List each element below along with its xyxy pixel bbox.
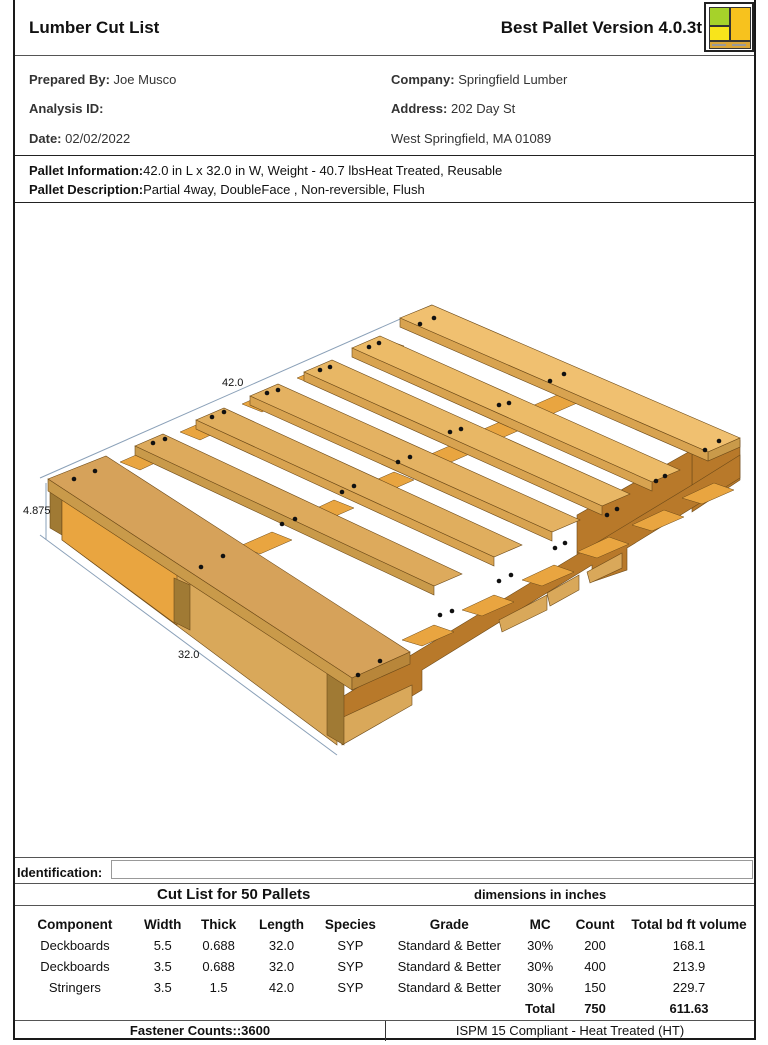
- ispm-compliance: ISPM 15 Compliant - Heat Treated (HT): [455, 1023, 685, 1038]
- prepared-by: Prepared By: Joe Musco: [29, 72, 177, 87]
- city-state-zip: West Springfield, MA 01089: [391, 131, 552, 146]
- document-footer: [15, 1020, 754, 1041]
- column-header: Thick: [201, 917, 237, 932]
- column-header: Length: [259, 917, 305, 932]
- report-date: Date: 02/02/2022: [29, 131, 131, 146]
- column-header: Grade: [429, 917, 469, 932]
- software-version: Best Pallet Version 4.0.3t: [500, 18, 702, 37]
- pallet-3d-drawing: [15, 203, 754, 855]
- document-title: Lumber Cut List: [29, 18, 160, 37]
- best-pallet-logo-icon: [704, 2, 754, 52]
- length-dimension-label: 42.0: [222, 377, 244, 389]
- total-label: Total: [525, 1001, 556, 1016]
- height-dimension-label: 4.875: [23, 505, 51, 517]
- cut-list-title: Cut List for 50 Pallets: [157, 886, 311, 903]
- pallet-info-section: [15, 156, 754, 203]
- report-metadata: [15, 55, 754, 156]
- company-value: Springfield Lumber: [458, 72, 568, 87]
- address: Address: 202 Day St: [391, 101, 516, 116]
- analysis-id: Analysis ID:: [29, 101, 104, 116]
- company: Company: Springfield Lumber: [391, 72, 568, 87]
- identification-row: [15, 857, 754, 884]
- width-dimension-label: 32.0: [178, 649, 200, 661]
- cut-list-table: [15, 914, 754, 1019]
- table-row: Stringers 3.5 1.5 42.0 SYP Standard & Better 30% 150 229.7: [48, 980, 706, 995]
- document-header: [15, 0, 754, 56]
- total-count: 750: [584, 1001, 606, 1016]
- pallet-illustration: [15, 203, 756, 855]
- address-value: 202 Day St: [450, 101, 516, 116]
- column-header: Species: [324, 917, 376, 932]
- identification-input[interactable]: [111, 860, 753, 879]
- total-volume: 611.63: [669, 1001, 709, 1016]
- pallet-description-value: Partial 4way, DoubleFace , Non-reversible, Flush: [143, 182, 425, 197]
- cut-list-header: [15, 883, 754, 906]
- pallet-information: Pallet Information:42.0 in L x 32.0 in W, Weight - 40.7 lbsHeat Treated, Reusable: [29, 163, 503, 178]
- cut-list-units: dimensions in inches: [474, 887, 607, 902]
- table-header-row: [15, 914, 754, 935]
- column-header: MC: [529, 917, 551, 932]
- date-value: 02/02/2022: [65, 131, 131, 146]
- table-row: Deckboards 5.5 0.688 32.0 SYP Standard & Better 30% 200 168.1: [40, 938, 706, 953]
- document-frame: [13, 0, 756, 1040]
- prepared-by-value: Joe Musco: [113, 72, 177, 87]
- column-header: Total bd ft volume: [631, 917, 747, 932]
- column-header: Count: [575, 917, 615, 932]
- identification-label: Identification:: [17, 865, 103, 880]
- fastener-counts: Fastener Counts::3600: [15, 1021, 386, 1041]
- pallet-information-value: 42.0 in L x 32.0 in W, Weight - 40.7 lbsHeat Treated, Reusable: [143, 163, 503, 178]
- column-header: Component: [37, 917, 113, 932]
- table-total-row: [15, 998, 754, 1019]
- pallet-description: Pallet Description:Partial 4way, DoubleFace , Non-reversible, Flush: [29, 182, 425, 197]
- table-row: Deckboards 3.5 0.688 32.0 SYP Standard & Better 30% 400 213.9: [40, 959, 706, 974]
- column-header: Width: [144, 917, 182, 932]
